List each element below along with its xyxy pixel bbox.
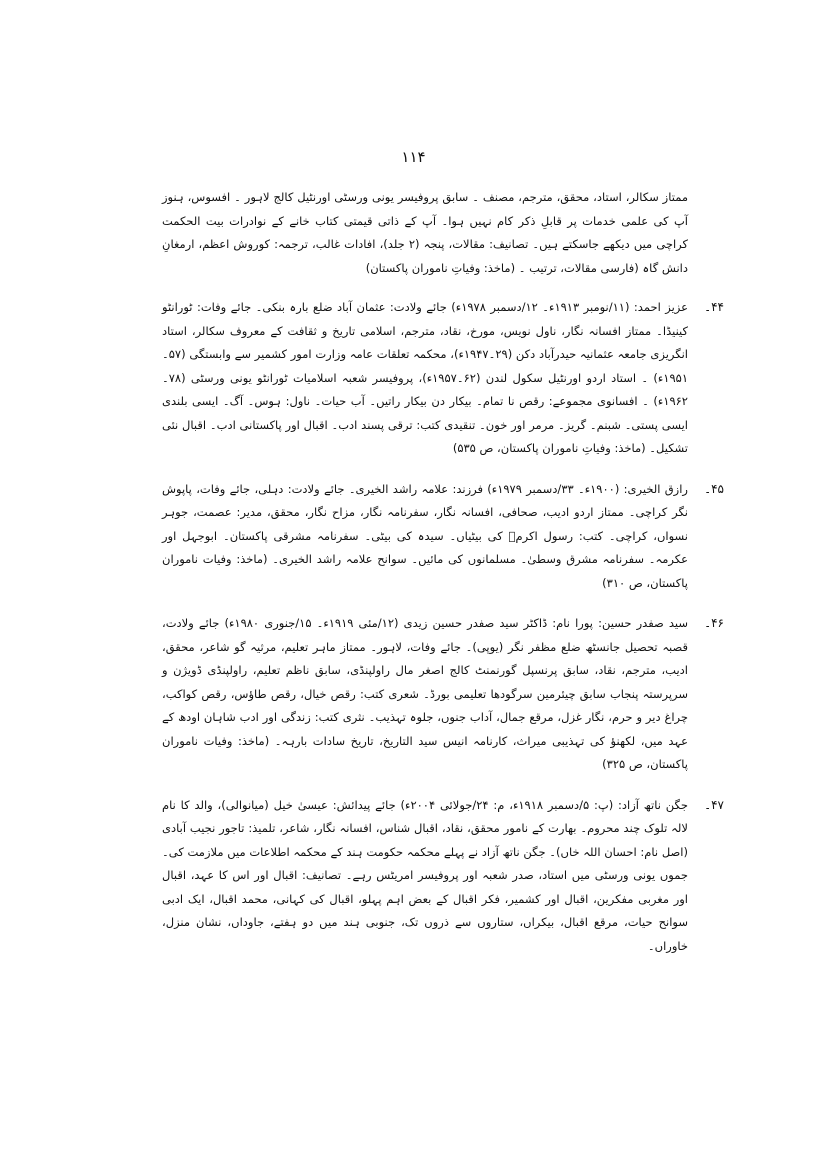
entry-44 xyxy=(162,296,724,461)
entry-number: ۴۶۔ xyxy=(704,616,724,630)
intro-paragraph: ممتاز سکالر، استاد، محقق، مترجم، مصنف ۔ سابق پروفیسر یونی ورسٹی اورنٹیل کالج لاہور ۔ افسوس، ہنوز آپ کی علمی خدمات پر قابلِ ذکر کام نہیں ہوا۔ آپ کے ذاتی قیمتی کتاب خانے کے نوادرات بیت الحکمت کراچی میں دیکھے جاسکتے ہیں۔ تصانیف: مقالات، پنجہ (۲ جلد)، افادات غالب، ترجمہ: کوروش اعظم، ارمغانِ دانش گاہ (فارسی مقالات، ترتیب ۔ (ماخذ: وفیاتِ ناموران پاکستان) xyxy=(162,190,688,275)
entry-number: ۴۷۔ xyxy=(704,797,724,812)
page-number: ۱۱۴ xyxy=(401,148,426,166)
entry-text: جگن ناتھ آزاد: (پ: ۵/دسمبر ۱۹۱۸ء، م: ۲۴/جولائی ۲۰۰۴ء) جائے پیدائش: عیسیٰ خیل (میانوالی)، والد کا نام لالہ تلوک چند محروم۔ بھارت کے نامور محقق، نقاد، اقبال شناس، افسانہ نگار، شاعر، تلمیذ: تاجور نجیب آبادی (اصل نام: احسان اللہ خاں)۔ جگن ناتھ آزاد نے پہلے محکمہ حکومت ہند کے محکمہ اطلاعات میں ملازمت کی۔ جموں یونی ورسٹی میں استاد، صدر شعبہ اور پروفیسر امریٹس رہے۔ تصانیف: اقبال اور اس کا عہد، اقبال اور مغربی مفکرین، اقبال اور کشمیر، فکر اقبال کے بعض اہم پہلو، اقبال کی کہانی، محمد اقبال، ایک ادبی سوانح حیات، مرقع اقبال، بیکراں، ستاروں سے ذروں تک، جنوبی ہند میں دو ہفتے، جاوداں، نشان منزل، خاوراں۔ xyxy=(162,797,688,953)
entry-text: رازق الخیری: (۱۹۰۰ء۔ ۳۳/دسمبر ۱۹۷۹ء) فرزند: علامہ راشد الخیری۔ جائے ولادت: دہلی، جائے وفات، پاپوش نگر کراچی۔ ممتاز اردو ادیب، صحافی، افسانہ نگار، سفرنامہ نگار، مزاح نگار، محقق، مدیر: عصمت، جوہر نسواں، کراچی۔ کتب: رسول اکرمؐ کی بیٹیاں۔ سیدہ کی بیٹی۔ سفرنامہ مشرقی پاکستان۔ ابوجہل اور عکرمہ۔ سفرنامہ مشرق وسطیٰ۔ مسلمانوں کی مائیں۔ سوانح علامہ راشد الخیری۔ (ماخذ: وفیات ناموران پاکستان، ص ۳۱۰) xyxy=(162,481,688,590)
entry-number: ۴۵۔ xyxy=(704,481,724,496)
entry-number: ۴۴۔ xyxy=(704,300,724,314)
entry-47 xyxy=(162,794,724,959)
entry-46 xyxy=(162,612,724,777)
page-content xyxy=(162,186,724,975)
entry-text: عزیز احمد: (۱۱/نومبر ۱۹۱۳ء۔ ۱۲/دسمبر ۱۹۷۸ء) جائے ولادت: عثمان آباد ضلع بارہ بنکی۔ جائے وفات: ٹورانٹو کینیڈا۔ ممتاز افسانہ نگار، ناول نویس، مورخ، نقاد، مترجم، اسلامی تاریخ و ثقافت کے معروف سکالر، استاد انگریزی جامعہ عثمانیہ حیدرآباد دکن (۲۹۔۱۹۴۷ء)، محکمہ تعلقات عامہ وزارت امور کشمیر سے وابستگی (۵۷۔۱۹۵۱ء) ۔ استاد اردو اورنٹیل سکول لندن (۶۲۔۱۹۵۷ء)، پروفیسر شعبہ اسلامیات ٹورانٹو یونی ورسٹی (۷۸۔۱۹۶۲ء) ۔ افسانوی مجموعے: رقص نا تمام۔ بیکار دن بیکار راتیں۔ آب حیات۔ ناول: ہوس۔ آگ۔ ایسی بلندی ایسی پستی۔ شبنم۔ گریز۔ مرمر اور خون۔ تنقیدی کتب: ترقی پسند ادب۔ اقبال اور پاکستانی ادب۔ اقبال نئی تشکیل۔ (ماخذ: وفیاتِ ناموران پاکستان، ص ۵۳۵) xyxy=(162,300,689,455)
entry-45 xyxy=(162,478,724,596)
entry-text: سید صفدر حسین: پورا نام: ڈاکٹر سید صفدر حسین زیدی (۱۲/مئی ۱۹۱۹ء۔ ۱۵/جنوری ۱۹۸۰ء) جائے ولادت، قصبہ تحصیل جانسٹھ ضلع مظفر نگر (یوپی)۔ جائے وفات، لاہور۔ ممتاز ماہر تعلیم، مرثیہ گو شاعر، محقق، ادیب، مترجم، نقاد، سابق پرنسپل گورنمنٹ کالج اصغر مال راولپنڈی، سابق ناظم تعلیم، راولپنڈی ڈویژن و سرپرستہ پنجاب سابق چیئرمین سرگودھا تعلیمی بورڈ۔ شعری کتب: رقص خیال، رقص طاؤس، رقص کواکب، چراغ دیر و حرم، نگار غزل، مرقع جمال، آداب جنوں، جلوہ تہذیب۔ نثری کتب: زندگی اور ادب شاہان اودھ کے عہد میں، لکھنؤ کی تہذیبی میراث، کارنامہ انیس سید التاریخ، تاریخ سادات بارہہ۔ (ماخذ: وفیات ناموران پاکستان، ص ۳۲۵) xyxy=(162,616,689,771)
